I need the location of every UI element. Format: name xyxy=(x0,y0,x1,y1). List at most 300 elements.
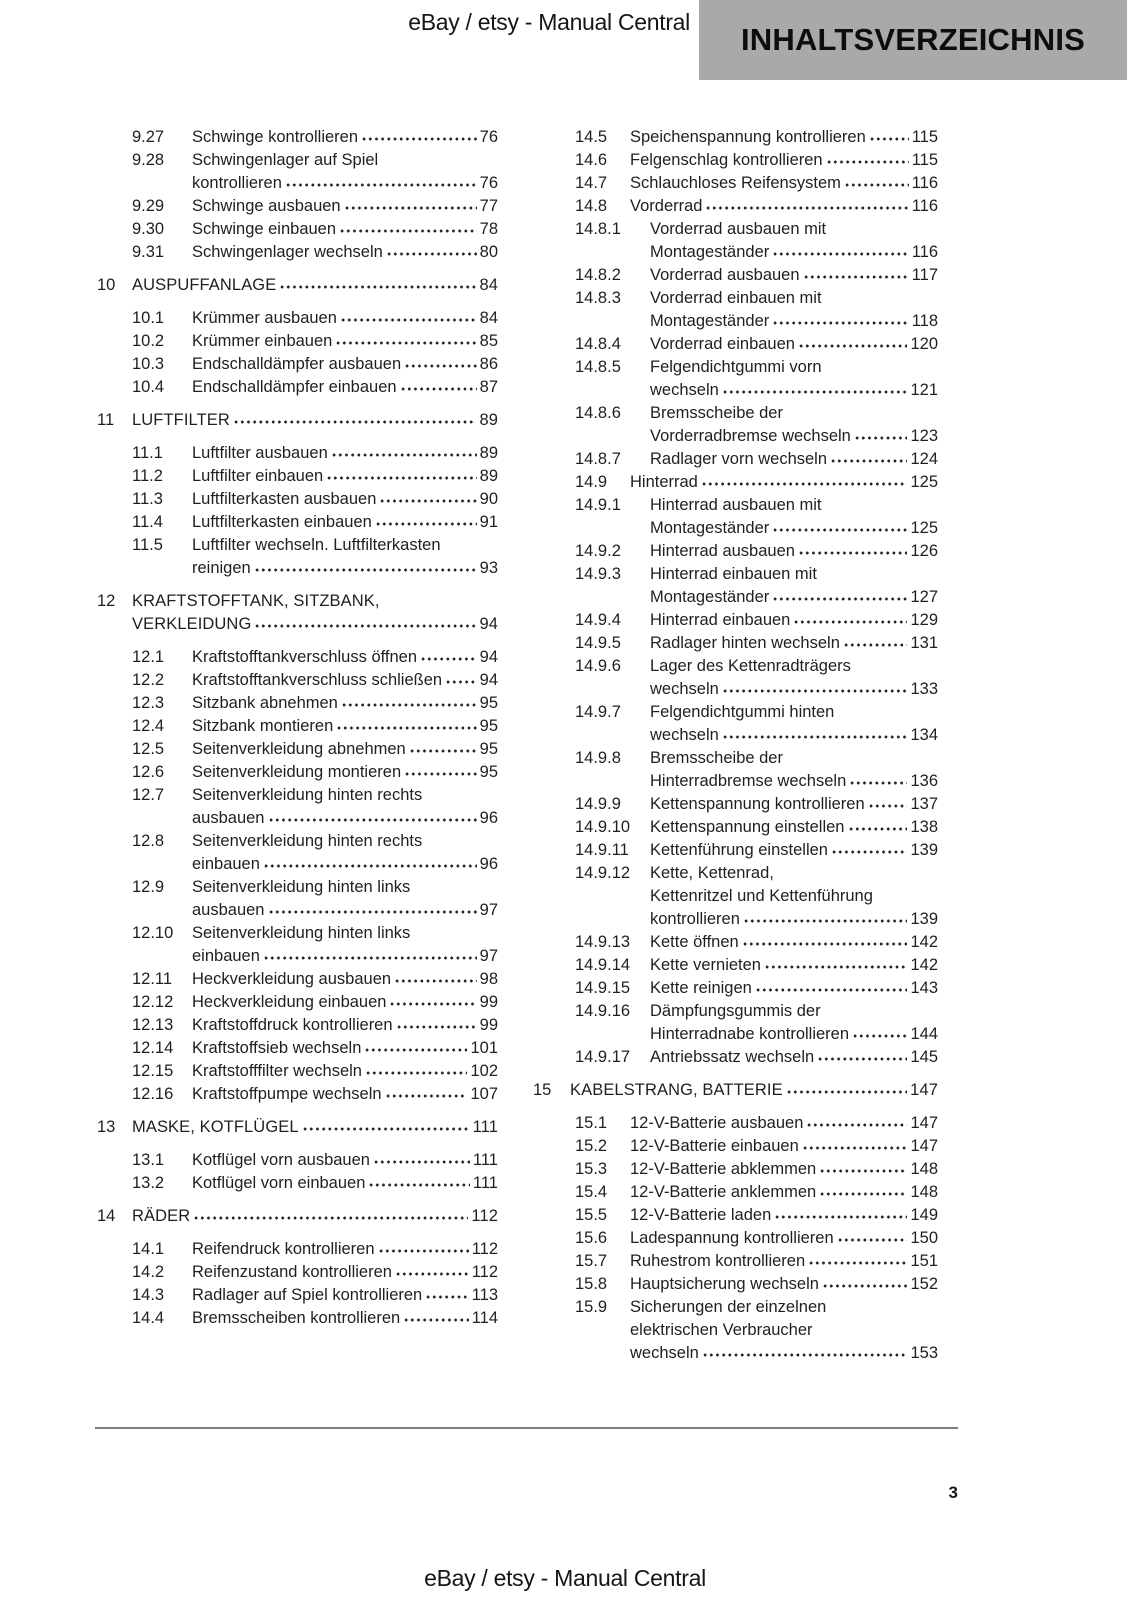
toc-entry xyxy=(90,968,498,991)
toc-entry-line xyxy=(192,511,498,534)
toc-entry-number: 15.9 xyxy=(575,1298,608,1316)
toc-entry-line xyxy=(192,1149,498,1172)
toc-entry-title: Hinterradbremse wechseln xyxy=(650,772,847,790)
toc-entry-body xyxy=(132,1205,498,1228)
toc-entry-line xyxy=(650,816,938,839)
dot-leader xyxy=(285,182,477,188)
toc-entry-number: 14.9.17 xyxy=(575,1048,631,1066)
toc-entry-page: 89 xyxy=(479,444,498,462)
toc-entry-body xyxy=(630,1296,938,1365)
toc-entry-number: 11.1 xyxy=(132,444,163,462)
toc-entry-number: 12.15 xyxy=(132,1062,174,1080)
toc-entry-number: 12.9 xyxy=(132,878,165,896)
toc-entry-number: 11.5 xyxy=(132,536,163,554)
toc-entry xyxy=(90,715,498,738)
toc-entry-page: 94 xyxy=(479,648,498,666)
toc-entry-number: 9.28 xyxy=(132,151,165,169)
toc-entry xyxy=(523,402,938,448)
toc-entry-title: ausbauen xyxy=(192,901,265,919)
toc-entry-line xyxy=(192,669,498,692)
toc-entry-line: Vorderrad ausbauen mit xyxy=(650,220,827,238)
toc-entry-number: 14.7 xyxy=(575,174,608,192)
toc-entry-body xyxy=(192,1284,498,1307)
toc-entry-title: einbauen xyxy=(192,855,260,873)
toc-entry-title: wechseln xyxy=(650,726,719,744)
toc-entry-body xyxy=(192,1083,498,1106)
toc-entry-page: 76 xyxy=(479,174,498,192)
toc-entry-line: Felgendichtgummi vorn xyxy=(650,358,822,376)
toc-entry-line xyxy=(192,807,498,830)
toc-entry-number: 14.8.4 xyxy=(575,335,621,353)
toc-entry-page: 107 xyxy=(470,1085,498,1103)
footer-divider xyxy=(95,1427,958,1429)
toc-entry-line xyxy=(650,540,938,563)
toc-entry-body xyxy=(630,1227,938,1250)
toc-entry-body xyxy=(192,442,498,465)
toc-entry-title: Montageständer xyxy=(650,243,770,261)
toc-entry xyxy=(523,609,938,632)
toc-entry-title: Kettenführung einstellen xyxy=(650,841,828,859)
toc-entry-line: Dämpfungsgummis der xyxy=(650,1002,821,1020)
toc-entry-line xyxy=(192,646,498,669)
toc-entry-line: Sicherungen der einzelnen xyxy=(630,1298,827,1316)
toc-entry-body xyxy=(650,862,938,931)
toc-entry-page: 125 xyxy=(910,473,938,491)
toc-entry-page: 138 xyxy=(910,818,938,836)
toc-entry-line xyxy=(192,557,498,580)
toc-entry-page: 136 xyxy=(910,772,938,790)
toc-entry-number: 14.9.1 xyxy=(575,496,621,514)
toc-entry-number: 14.9.4 xyxy=(575,611,621,629)
toc-entry-body xyxy=(192,1060,498,1083)
dot-leader xyxy=(848,826,908,832)
dot-leader xyxy=(373,1159,470,1165)
toc-entry-title: Bremsscheiben kontrollieren xyxy=(192,1309,401,1327)
toc-entry-line xyxy=(650,908,938,931)
dot-leader xyxy=(701,481,908,487)
toc-entry xyxy=(523,333,938,356)
toc-entry-body xyxy=(192,1037,498,1060)
toc-entry-title: Vorderrad einbauen xyxy=(650,335,795,353)
toc-entry-title: VERKLEIDUNG xyxy=(132,615,252,633)
toc-entry-title: einbauen xyxy=(192,947,260,965)
toc-entry xyxy=(523,931,938,954)
toc-entry-title: Kraftstofftankverschluss schließen xyxy=(192,671,443,689)
toc-entry-title: 12-V-Batterie anklemmen xyxy=(630,1183,817,1201)
dot-leader xyxy=(409,748,477,754)
toc-entry-title: LUFTFILTER xyxy=(132,411,230,429)
toc-entry-line xyxy=(630,1250,938,1273)
toc-entry-title: Endschalldämpfer einbauen xyxy=(192,378,397,396)
toc-entry-line xyxy=(650,977,938,1000)
toc-entry-line xyxy=(192,1060,498,1083)
toc-entry-title: Schwinge einbauen xyxy=(192,220,337,238)
toc-entry-line xyxy=(192,442,498,465)
toc-entry xyxy=(90,274,498,297)
toc-entry xyxy=(523,793,938,816)
toc-entry xyxy=(90,669,498,692)
toc-entry xyxy=(90,1261,498,1284)
dot-leader xyxy=(819,1191,907,1197)
toc-entry-line: Seitenverkleidung hinten links xyxy=(192,924,411,942)
toc-entry-line xyxy=(192,1261,498,1284)
toc-entry-line: Schwingenlager auf Spiel xyxy=(192,151,379,169)
toc-entry-page: 97 xyxy=(479,901,498,919)
toc-entry-title: Vorderradbremse wechseln xyxy=(650,427,851,445)
toc-entry-body xyxy=(192,715,498,738)
toc-entry-number: 14.9.14 xyxy=(575,956,631,974)
toc-entry-line: Vorderrad einbauen mit xyxy=(650,289,822,307)
toc-entry-body xyxy=(192,991,498,1014)
toc-entry-title: Vorderrad xyxy=(630,197,703,215)
toc-entry-body xyxy=(192,1149,498,1172)
toc-entry-body xyxy=(650,264,938,287)
toc-entry-body xyxy=(650,747,938,793)
toc-entry xyxy=(90,218,498,241)
toc-entry-line xyxy=(192,1307,498,1330)
toc-entry-title: 12-V-Batterie ausbauen xyxy=(630,1114,804,1132)
toc-entry-number: 14.9.6 xyxy=(575,657,621,675)
toc-entry-line xyxy=(192,1014,498,1037)
toc-entry-line xyxy=(132,1205,498,1228)
toc-entry xyxy=(90,376,498,399)
toc-entry-number: 12.3 xyxy=(132,694,165,712)
toc-entry-page: 139 xyxy=(910,841,938,859)
toc-entry-body xyxy=(192,692,498,715)
toc-entry-number: 14.8.5 xyxy=(575,358,621,376)
toc-entry-line xyxy=(650,632,938,655)
toc-entry-title: Montageständer xyxy=(650,312,770,330)
toc-entry-body xyxy=(630,1135,938,1158)
toc-entry xyxy=(523,1204,938,1227)
dot-leader xyxy=(404,771,477,777)
dot-leader xyxy=(263,955,477,961)
toc-entry-line xyxy=(650,1046,938,1069)
toc-entry-body xyxy=(650,402,938,448)
toc-entry-line xyxy=(650,517,938,540)
toc-entry-body xyxy=(630,1112,938,1135)
toc-entry-title: Reifendruck kontrollieren xyxy=(192,1240,375,1258)
toc-entry-line xyxy=(630,1227,938,1250)
toc-entry-page: 96 xyxy=(479,855,498,873)
toc-entry-number: 14.2 xyxy=(132,1263,165,1281)
toc-entry-title: Kraftstoffdruck kontrollieren xyxy=(192,1016,393,1034)
toc-entry xyxy=(90,1205,498,1228)
toc-entry-page: 96 xyxy=(479,809,498,827)
toc-entry-title: Sitzbank abnehmen xyxy=(192,694,338,712)
toc-entry xyxy=(523,540,938,563)
toc-entry-page: 94 xyxy=(479,615,498,633)
toc-entry-title: Radlager auf Spiel kontrollieren xyxy=(192,1286,423,1304)
dot-leader xyxy=(445,679,477,685)
toc-entry-body xyxy=(192,376,498,399)
toc-entry-page: 144 xyxy=(910,1025,938,1043)
dot-leader xyxy=(722,688,908,694)
dot-leader xyxy=(786,1089,907,1095)
toc-entry xyxy=(90,1172,498,1195)
toc-entry-body xyxy=(630,195,938,218)
toc-entry-line xyxy=(650,333,938,356)
toc-entry-body xyxy=(650,1046,938,1069)
toc-entry-title: Kettenspannung kontrollieren xyxy=(650,795,865,813)
dot-leader xyxy=(254,567,477,573)
toc-entry-line: Luftfilter wechseln. Luftfilterkasten xyxy=(192,536,441,554)
toc-entry-line xyxy=(650,954,938,977)
toc-entry-body xyxy=(650,839,938,862)
toc-entry-body xyxy=(650,793,938,816)
toc-entry xyxy=(90,1307,498,1330)
toc-entry-title: ausbauen xyxy=(192,809,265,827)
toc-entry-line xyxy=(650,609,938,632)
toc-entry-number: 13 xyxy=(97,1118,116,1136)
toc-entry-line xyxy=(192,899,498,922)
toc-entry-page: 95 xyxy=(479,717,498,735)
toc-entry-line: Seitenverkleidung hinten rechts xyxy=(192,832,423,850)
toc-entry-number: 14.9.10 xyxy=(575,818,631,836)
toc-entry xyxy=(523,1273,938,1296)
toc-entry-page: 87 xyxy=(479,378,498,396)
toc-entry xyxy=(90,534,498,580)
toc-entry-number: 12.2 xyxy=(132,671,165,689)
toc-entry-number: 14.1 xyxy=(132,1240,165,1258)
page-title-banner xyxy=(699,0,1127,80)
toc-entry-number: 12.7 xyxy=(132,786,165,804)
toc-entry xyxy=(90,1149,498,1172)
toc-entry-body xyxy=(650,540,938,563)
header-watermark: eBay / etsy - Manual Central xyxy=(408,9,690,35)
toc-entry xyxy=(90,1238,498,1261)
toc-entry-number: 15.1 xyxy=(575,1114,608,1132)
dot-leader xyxy=(722,734,908,740)
toc-entry-title: Kette öffnen xyxy=(650,933,739,951)
toc-entry-page: 89 xyxy=(479,411,498,429)
dot-leader xyxy=(389,1001,476,1007)
toc-entry-page: 147 xyxy=(910,1114,938,1132)
toc-entry-body xyxy=(192,922,498,968)
toc-entry-title: Ladespannung kontrollieren xyxy=(630,1229,834,1247)
toc-entry-page: 123 xyxy=(910,427,938,445)
dot-leader xyxy=(404,363,476,369)
toc-entry-number: 10.2 xyxy=(132,332,165,350)
dot-leader xyxy=(268,909,477,915)
toc-entry xyxy=(523,655,938,701)
toc-entry-number: 15.7 xyxy=(575,1252,608,1270)
toc-entry-title: Hinterradnabe kontrollieren xyxy=(650,1025,850,1043)
toc-entry-title: Luftfilter einbauen xyxy=(192,467,324,485)
toc-entry-page: 95 xyxy=(479,740,498,758)
toc-entry-title: KABELSTRANG, BATTERIE xyxy=(570,1081,783,1099)
toc-entry-page: 150 xyxy=(910,1229,938,1247)
toc-entry-number: 14.4 xyxy=(132,1309,165,1327)
toc-entry-page: 116 xyxy=(911,243,938,261)
dot-leader xyxy=(396,1024,477,1030)
toc-entry-body xyxy=(192,1172,498,1195)
toc-entry xyxy=(90,465,498,488)
toc-entry-page: 77 xyxy=(479,197,498,215)
toc-entry-body xyxy=(630,126,938,149)
toc-entry-line: KRAFTSTOFFTANK, SITZBANK, xyxy=(132,592,380,610)
toc-entry-number: 12.6 xyxy=(132,763,165,781)
toc-entry-number: 9.29 xyxy=(132,197,165,215)
toc-entry-number: 14.8.7 xyxy=(575,450,621,468)
dot-leader xyxy=(268,817,477,823)
toc-entry-line xyxy=(650,724,938,747)
dot-leader xyxy=(400,386,477,392)
toc-entry-line: Bremsscheibe der xyxy=(650,404,783,422)
toc-entry-page: 111 xyxy=(472,1118,498,1136)
toc-entry-title: Kette reinigen xyxy=(650,979,752,997)
toc-entry-body xyxy=(650,816,938,839)
dot-leader xyxy=(869,136,909,142)
dot-leader xyxy=(822,1283,908,1289)
toc-entry-number: 14.9.15 xyxy=(575,979,631,997)
toc-entry-line: Bremsscheibe der xyxy=(650,749,783,767)
toc-entry-title: AUSPUFFANLAGE xyxy=(132,276,277,294)
toc-entry-line xyxy=(650,678,938,701)
toc-entry-body xyxy=(192,669,498,692)
toc-entry-number: 14.9.8 xyxy=(575,749,621,767)
toc-entry-line xyxy=(630,1273,938,1296)
toc-entry-number: 14.8.2 xyxy=(575,266,621,284)
toc-entry-number: 13.2 xyxy=(132,1174,165,1192)
toc-entry-number: 11.3 xyxy=(132,490,163,508)
toc-entry xyxy=(523,356,938,402)
toc-entry-line: Kette, Kettenrad, xyxy=(650,864,774,882)
toc-entry xyxy=(90,1083,498,1106)
toc-entry xyxy=(523,977,938,1000)
toc-entry xyxy=(523,816,938,839)
toc-entry-title: Kraftstofffilter wechseln xyxy=(192,1062,362,1080)
toc-entry xyxy=(523,839,938,862)
toc-entry-body xyxy=(192,876,498,922)
dot-leader xyxy=(425,1294,468,1300)
toc-entry-line xyxy=(192,126,498,149)
toc-entry-number: 9.27 xyxy=(132,128,165,146)
dot-leader xyxy=(375,521,477,527)
toc-entry-title: Kraftstoffsieb wechseln xyxy=(192,1039,362,1057)
dot-leader xyxy=(702,1352,908,1358)
toc-entry-number: 12.14 xyxy=(132,1039,174,1057)
toc-entry xyxy=(523,172,938,195)
toc-entry-page: 76 xyxy=(479,128,498,146)
dot-leader xyxy=(233,419,477,425)
toc-entry-page: 115 xyxy=(911,151,938,169)
toc-entry-body xyxy=(192,353,498,376)
toc-entry xyxy=(523,126,938,149)
toc-entry-line xyxy=(192,241,498,264)
toc-entry-line xyxy=(192,968,498,991)
toc-entry-body xyxy=(630,1181,938,1204)
toc-entry-title: Radlager vorn wechseln xyxy=(650,450,828,468)
dot-leader xyxy=(263,863,477,869)
toc-entry xyxy=(90,126,498,149)
toc-entry-line xyxy=(630,149,938,172)
toc-entry xyxy=(90,1037,498,1060)
toc-entry-title: Montageständer xyxy=(650,588,770,606)
toc-entry xyxy=(523,1250,938,1273)
toc-entry xyxy=(523,632,938,655)
toc-entry-body xyxy=(650,701,938,747)
toc-entry-title: wechseln xyxy=(650,680,719,698)
toc-entry-body xyxy=(650,287,938,333)
toc-entry-line: Hinterrad ausbauen mit xyxy=(650,496,822,514)
toc-entry-body xyxy=(192,195,498,218)
toc-entry xyxy=(90,590,498,636)
toc-entry-line xyxy=(192,1083,498,1106)
toc-entry xyxy=(523,195,938,218)
toc-entry-number: 14.3 xyxy=(132,1286,165,1304)
toc-entry-line xyxy=(570,1079,938,1102)
toc-entry-page: 139 xyxy=(910,910,938,928)
toc-entry-title: Felgenschlag kontrollieren xyxy=(630,151,823,169)
dot-leader xyxy=(798,550,908,556)
toc-entry-title: Kotflügel vorn ausbauen xyxy=(192,1151,370,1169)
toc-entry-number: 12.8 xyxy=(132,832,165,850)
toc-entry-body xyxy=(192,646,498,669)
toc-entry-line xyxy=(192,692,498,715)
toc-entry-number: 12.13 xyxy=(132,1016,174,1034)
toc-entry xyxy=(90,409,498,432)
toc-entry xyxy=(90,761,498,784)
toc-entry-number: 13.1 xyxy=(132,1151,165,1169)
toc-entry-number: 14.9.11 xyxy=(575,841,629,859)
toc-entry-body xyxy=(192,1261,498,1284)
toc-entry-page: 97 xyxy=(479,947,498,965)
toc-entry-page: 111 xyxy=(472,1151,498,1169)
toc-entry-title: Reifenzustand kontrollieren xyxy=(192,1263,392,1281)
toc-entry xyxy=(90,353,498,376)
dot-leader xyxy=(193,1215,468,1221)
toc-entry-title: Heckverkleidung einbauen xyxy=(192,993,387,1011)
toc-entry-title: Kotflügel vorn einbauen xyxy=(192,1174,366,1192)
toc-entry-title: wechseln xyxy=(650,381,719,399)
toc-entry-page: 117 xyxy=(911,266,938,284)
toc-entry-title: Krümmer einbauen xyxy=(192,332,333,350)
toc-entry-number: 9.31 xyxy=(132,243,165,261)
toc-entry-body xyxy=(650,609,938,632)
toc-entry-line xyxy=(630,471,938,494)
toc-entry-number: 10 xyxy=(97,276,116,294)
toc-entry-line: Seitenverkleidung hinten rechts xyxy=(192,786,423,804)
toc-entry-line xyxy=(132,274,498,297)
dot-leader xyxy=(365,1070,467,1076)
toc-entry-number: 14.8.6 xyxy=(575,404,621,422)
toc-entry-number: 14.5 xyxy=(575,128,608,146)
toc-entry-page: 127 xyxy=(910,588,938,606)
toc-entry xyxy=(523,494,938,540)
toc-entry-body xyxy=(192,830,498,876)
toc-entry-line xyxy=(630,126,938,149)
dot-leader xyxy=(341,702,477,708)
toc-entry-title: Luftfilterkasten einbauen xyxy=(192,513,372,531)
toc-entry-number: 11.2 xyxy=(132,467,163,485)
toc-entry-body xyxy=(650,356,938,402)
toc-entry-line xyxy=(192,172,498,195)
toc-entry-line xyxy=(650,793,938,816)
toc-entry-page: 94 xyxy=(479,671,498,689)
toc-entry-body xyxy=(650,632,938,655)
toc-entry-number: 15.2 xyxy=(575,1137,608,1155)
toc-entry-body xyxy=(132,590,498,636)
toc-entry xyxy=(90,1014,498,1037)
toc-entry-line xyxy=(192,945,498,968)
toc-entry-body xyxy=(630,1204,938,1227)
dot-leader xyxy=(254,623,476,629)
toc-entry xyxy=(90,738,498,761)
toc-entry xyxy=(523,954,938,977)
toc-entry-page: 113 xyxy=(471,1286,498,1304)
dot-leader xyxy=(772,527,907,533)
